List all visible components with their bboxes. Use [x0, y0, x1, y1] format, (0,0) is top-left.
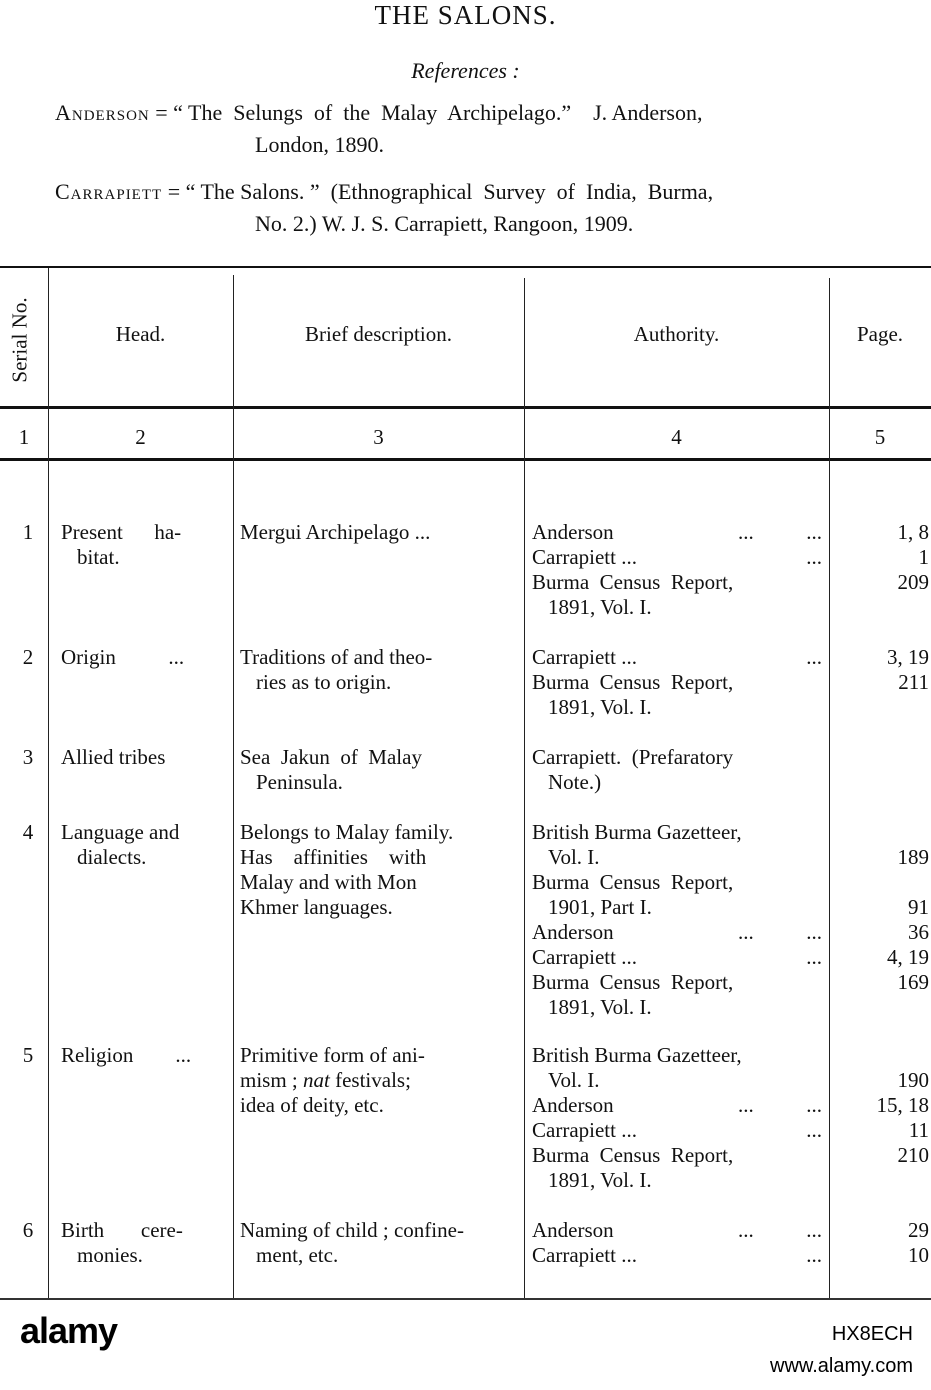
- header-page: Page.: [856, 322, 904, 346]
- row-description: [240, 520, 515, 545]
- authority-leader-dots: ...: [806, 645, 822, 669]
- table-top-rule: [0, 266, 931, 268]
- authority-entry: [532, 1068, 822, 1093]
- authority-name: Anderson: [532, 1218, 614, 1242]
- row-authority: [532, 645, 822, 720]
- description-line: Peninsula.: [256, 770, 343, 794]
- page-title: THE SALONS.: [374, 0, 557, 30]
- description-line: Primitive form of ani-: [240, 1043, 425, 1067]
- authority-leader-dots: ... ...: [738, 1218, 822, 1242]
- head-line: Allied tribes: [61, 745, 166, 769]
- row-serial: 5: [22, 1043, 34, 1067]
- authority-leader-dots: ... ...: [738, 1093, 822, 1117]
- page-number: 29: [908, 1218, 929, 1242]
- watermark-image-id: HX8ECH: [831, 1323, 913, 1345]
- authority-name: Carrapiett. (Prefaratory: [532, 745, 734, 769]
- reference-eq: =: [149, 100, 174, 125]
- row-head: [61, 745, 226, 770]
- authority-entry: [532, 895, 822, 920]
- authority-name: Carrapiett ...: [532, 1243, 637, 1267]
- page-number: 1, 8: [897, 520, 929, 544]
- reference-carrapiett: [55, 176, 931, 240]
- authority-entry: [532, 695, 822, 720]
- authority-entry: [532, 1043, 822, 1068]
- authority-name: Burma Census Report,: [532, 570, 734, 594]
- authority-entry: [532, 870, 822, 895]
- page-number: 190: [897, 1068, 929, 1092]
- watermark-info: [770, 1318, 913, 1382]
- description-line: ment, etc.: [256, 1243, 339, 1267]
- head-line: monies.: [77, 1243, 143, 1267]
- authority-entry: [532, 845, 822, 870]
- page-number: 1: [918, 545, 929, 569]
- row-authority: [532, 520, 822, 620]
- row-authority: [532, 1043, 822, 1193]
- authority-name: 1891, Vol. I.: [548, 995, 652, 1019]
- column-number: 1: [18, 425, 30, 449]
- authority-entry: [532, 945, 822, 970]
- authority-leader-dots: ...: [806, 545, 822, 569]
- authority-entry: [532, 545, 822, 570]
- authority-name: Carrapiett ...: [532, 645, 637, 669]
- authority-name: 1891, Vol. I.: [548, 1168, 652, 1192]
- header-serial-no: [0, 280, 40, 400]
- row-description: [240, 645, 515, 695]
- authority-name: 1901, Part I.: [548, 895, 652, 919]
- column-number: 3: [373, 425, 384, 449]
- authority-entry: [532, 1093, 822, 1118]
- row-head: [61, 520, 226, 570]
- head-line: Birth cere-: [61, 1218, 183, 1242]
- description-line: Naming of child ; confine-: [240, 1218, 464, 1242]
- header-authority: Authority.: [633, 322, 720, 346]
- reference-key: Carrapiett: [55, 179, 163, 204]
- row-serial: 4: [22, 820, 34, 844]
- row-description: [240, 820, 515, 920]
- reference-continuation: London, 1890.: [255, 132, 384, 157]
- header-description: Brief description.: [305, 322, 452, 346]
- authority-entry: [532, 1118, 822, 1143]
- head-line: Religion ...: [61, 1043, 192, 1067]
- page-number: 11: [908, 1118, 929, 1142]
- authority-name: Note.): [548, 770, 602, 794]
- authority-name: Carrapiett ...: [532, 945, 637, 969]
- page-number: 3, 19: [887, 645, 929, 669]
- authority-leader-dots: ...: [806, 1118, 822, 1142]
- authority-name: Anderson: [532, 520, 614, 544]
- authority-name: 1891, Vol. I.: [548, 595, 652, 619]
- authority-entry: [532, 1243, 822, 1268]
- column-number: 4: [671, 425, 682, 449]
- description-line: mism ; nat festivals;: [240, 1068, 411, 1092]
- authority-leader-dots: ...: [806, 1243, 822, 1267]
- head-line: dialects.: [77, 845, 147, 869]
- head-line: bitat.: [77, 545, 120, 569]
- page-number: 209: [897, 570, 929, 594]
- page-number: 211: [898, 670, 929, 694]
- authority-name: British Burma Gazetteer,: [532, 1043, 742, 1067]
- authority-name: Anderson: [532, 920, 614, 944]
- page-bottom-rule: [0, 1298, 931, 1300]
- reference-continuation: No. 2.) W. J. S. Carrapiett, Rangoon, 1909.: [255, 211, 634, 236]
- column-number: 5: [874, 425, 886, 449]
- authority-name: Anderson: [532, 1093, 614, 1117]
- row-head: [61, 1218, 226, 1268]
- row-head: [61, 820, 226, 870]
- authority-entry: [532, 595, 822, 620]
- authority-name: British Burma Gazetteer,: [532, 820, 742, 844]
- reference-anderson: [55, 97, 931, 161]
- authority-leader-dots: ... ...: [738, 920, 822, 944]
- description-line: Has affinities with: [240, 845, 427, 869]
- description-line: Sea Jakun of Malay: [240, 745, 422, 769]
- header-head: Head.: [115, 322, 166, 346]
- column-divider: [48, 268, 49, 1298]
- page-number: 15, 18: [876, 1093, 929, 1117]
- page-number: 210: [897, 1143, 929, 1167]
- row-head: [61, 1043, 226, 1068]
- column-number: 2: [135, 425, 146, 449]
- authority-entry: [532, 820, 822, 845]
- row-serial: 3: [22, 745, 34, 769]
- head-line: Present ha-: [61, 520, 182, 544]
- authority-entry: [532, 995, 822, 1020]
- row-authority: [532, 820, 822, 1020]
- description-line: ries as to origin.: [256, 670, 392, 694]
- description-line: Khmer languages.: [240, 895, 393, 919]
- description-line: Traditions of and theo-: [240, 645, 433, 669]
- description-line: Mergui Archipelago ...: [240, 520, 431, 544]
- page-number: 189: [897, 845, 929, 869]
- row-serial: 1: [22, 520, 34, 544]
- authority-entry: [532, 645, 822, 670]
- authority-name: Vol. I.: [548, 845, 600, 869]
- head-line: Language and: [61, 820, 180, 844]
- references-heading: References :: [411, 58, 520, 83]
- description-line: Belongs to Malay family.: [240, 820, 454, 844]
- header-serial-label: Serial No.: [7, 297, 32, 383]
- row-description: [240, 1218, 515, 1268]
- authority-name: 1891, Vol. I.: [548, 695, 652, 719]
- authority-entry: [532, 745, 822, 770]
- header-bottom-rule: [0, 406, 931, 409]
- row-authority: [532, 745, 822, 795]
- description-line: idea of deity, etc.: [240, 1093, 384, 1117]
- row-authority: [532, 1218, 822, 1268]
- authority-entry: [532, 570, 822, 595]
- reference-text: “ The Salons. ” (Ethnographical Survey of India, Burma,: [185, 179, 714, 204]
- authority-entry: [532, 1143, 822, 1168]
- authority-name: Carrapiett ...: [532, 1118, 637, 1142]
- authority-name: Carrapiett ...: [532, 545, 637, 569]
- page-number: 4, 19: [887, 945, 929, 969]
- authority-name: Vol. I.: [548, 1068, 600, 1092]
- head-line: Origin ...: [61, 645, 185, 669]
- authority-entry: [532, 520, 822, 545]
- page-number: 91: [908, 895, 929, 919]
- row-description: [240, 745, 515, 795]
- authority-entry: [532, 1168, 822, 1193]
- reference-key: Anderson: [55, 100, 150, 125]
- authority-leader-dots: ... ...: [738, 520, 822, 544]
- authority-name: Burma Census Report,: [532, 670, 734, 694]
- numbers-bottom-rule: [0, 458, 931, 461]
- page-number: 36: [908, 920, 929, 944]
- authority-entry: [532, 920, 822, 945]
- watermark-url: www.alamy.com: [770, 1355, 913, 1377]
- description-line: Malay and with Mon: [240, 870, 417, 894]
- authority-name: Burma Census Report,: [532, 1143, 734, 1167]
- reference-text: “ The Selungs of the Malay Archipelago.” J. Anderson,: [173, 100, 703, 125]
- page-number: 169: [897, 970, 929, 994]
- authority-leader-dots: ...: [806, 945, 822, 969]
- authority-entry: [532, 770, 822, 795]
- row-serial: 2: [22, 645, 34, 669]
- row-description: [240, 1043, 515, 1118]
- authority-entry: [532, 970, 822, 995]
- authority-name: Burma Census Report,: [532, 970, 734, 994]
- authority-entry: [532, 1218, 822, 1243]
- authority-name: Burma Census Report,: [532, 870, 734, 894]
- row-serial: 6: [22, 1218, 34, 1242]
- reference-eq: =: [162, 179, 186, 204]
- authority-entry: [532, 670, 822, 695]
- row-head: [61, 645, 226, 670]
- page-number: 10: [908, 1243, 929, 1267]
- watermark-logo: alamy: [20, 1310, 118, 1351]
